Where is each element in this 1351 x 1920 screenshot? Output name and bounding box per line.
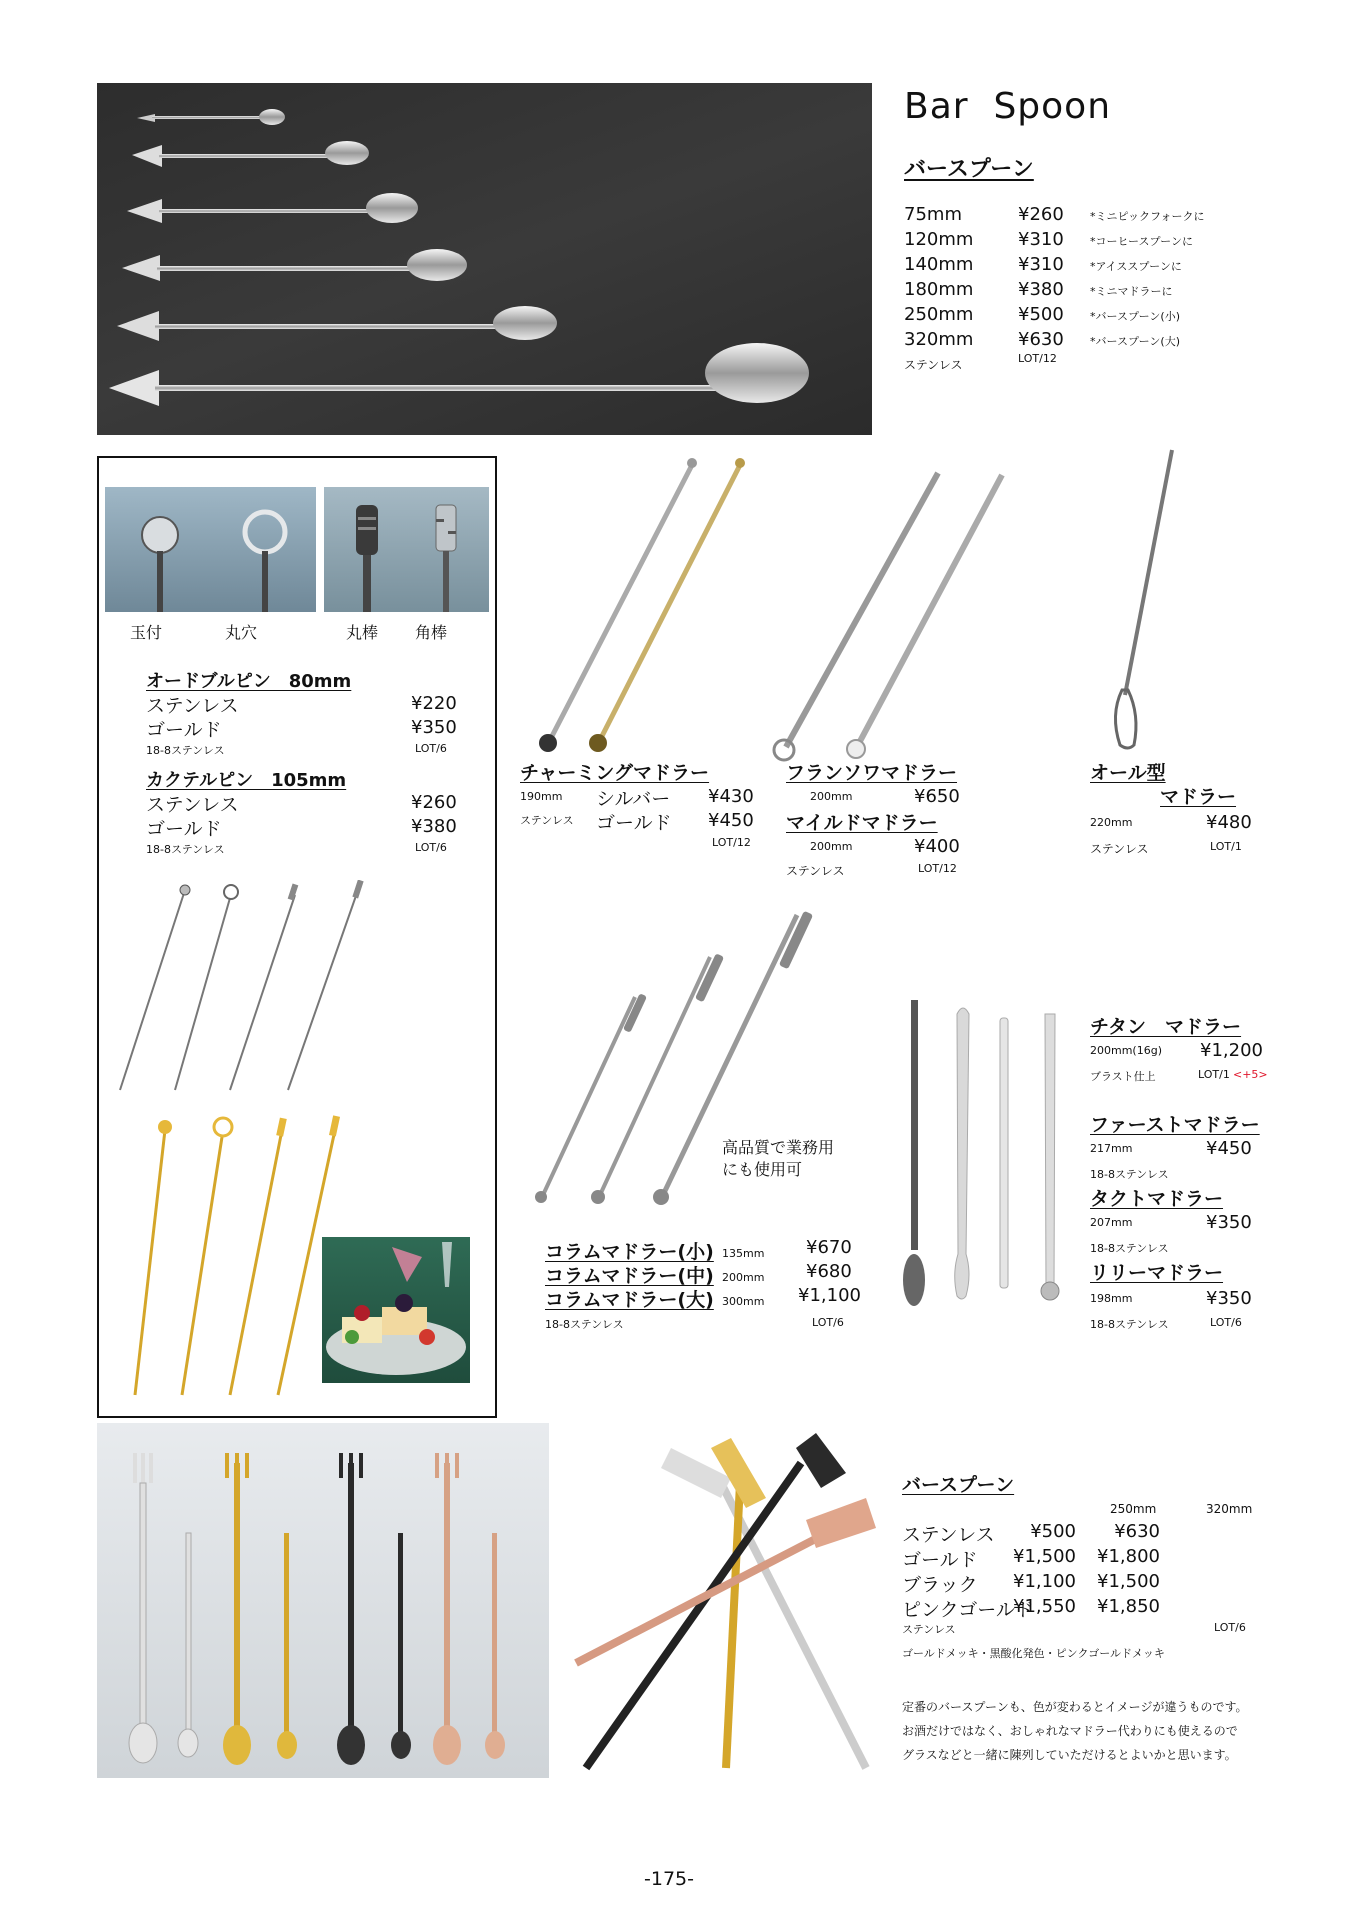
column-item-price: ¥670 [806,1237,852,1258]
column-item-name: コラムマドラー(小) [545,1241,714,1263]
table-row: ピンクゴールド ¥1,550 ¥1,850 [902,1596,1160,1621]
hors-pin-title: オードブルピン 80mm [146,671,352,692]
cocktail-pin-title: カクテルピン 105mm [146,770,347,791]
pin-label-ball: 玉付 [130,623,163,642]
charming-item-price: ¥450 [708,810,754,831]
first-size: 217mm [1090,1142,1133,1155]
bar-spoon-material: ステンレス [904,358,963,372]
mild-lot: LOT/12 [918,862,957,875]
list-item: 320mm ¥630 *バースプーン(大) [904,329,1180,350]
spoon-250mm [117,306,557,341]
table-row: ステンレス ¥500 ¥630 [902,1521,1160,1546]
hors-item-price: ¥350 [411,717,457,738]
color-spoons-standing-photo [97,1423,549,1778]
list-item: 180mm ¥380 *ミニマドラーに [904,279,1173,300]
titan-muddlers-photo [895,990,1075,1310]
charming-muddler-photo [530,455,760,755]
titan-lot: LOT/1 [1198,1068,1230,1081]
hors-lot: LOT/6 [415,742,447,755]
bar-spoon-price-list [904,204,1234,372]
charming-item-name: シルバー [596,788,671,810]
oar-lot: LOT/1 [1210,840,1242,853]
list-item: 250mm ¥500 *バースプーン(小) [904,304,1180,325]
bar-spoon-title-ja: バースプーン [904,157,1034,182]
pin-head-closeup-left [105,487,316,612]
spoon-140mm [127,193,418,223]
column-note-2: にも使用可 [722,1160,803,1179]
color-spoon-header-250: 250mm [1110,1502,1157,1516]
hors-item-name: ステンレス [146,695,239,717]
lily-title: リリーマドラー [1090,1262,1224,1284]
silver-pins-photo [110,880,380,1095]
oar-title-2: マドラー [1160,786,1237,808]
black-spoon-short [391,1533,411,1759]
first-material: 18-8ステンレス [1090,1168,1169,1181]
hors-material: 18-8ステンレス [146,744,225,757]
hors-doeuvre-photo [322,1237,470,1383]
oar-price: ¥480 [1206,812,1252,833]
charming-title: チャーミングマドラー [520,762,710,784]
tact-title: タクトマドラー [1090,1188,1224,1210]
mild-title: マイルドマドラー [786,812,938,834]
column-item-name: コラムマドラー(大) [545,1289,714,1311]
color-spoon-material: ステンレス [902,1623,956,1636]
pin-label-square-bar: 角棒 [415,623,448,642]
lily-price: ¥350 [1206,1288,1252,1309]
silver-spoon-tall [129,1453,157,1763]
color-spoon-desc-2: お酒だけではなく、おしゃれなマドラー代わりにも使えるので [902,1724,1238,1738]
color-spoon-table [902,1520,1262,1620]
column-item-price: ¥1,100 [798,1285,861,1306]
charming-lot: LOT/12 [712,836,751,849]
table-row: ゴールド ¥1,500 ¥1,800 [902,1546,1160,1571]
list-item: 120mm ¥310 *コーヒースプーンに [904,229,1193,250]
column-item-size: 135mm [722,1247,765,1260]
lily-lot: LOT/6 [1210,1316,1242,1329]
oar-muddler-photo [1080,445,1180,755]
column-note-1: 高品質で業務用 [722,1138,835,1157]
titan-finish: ブラスト仕上 [1090,1070,1156,1083]
table-row: ブラック ¥1,100 ¥1,500 [902,1571,1160,1596]
mild-material: ステンレス [786,864,845,878]
cocktail-lot: LOT/6 [415,841,447,854]
titan-size: 200mm(16g) [1090,1044,1162,1057]
pin-head-closeup-right [324,487,489,612]
cocktail-item-price: ¥260 [411,792,457,813]
column-item-price: ¥680 [806,1261,852,1282]
mild-price: ¥400 [914,836,960,857]
francois-mild-photo [770,465,1010,765]
pink-spoon-tall [433,1453,461,1765]
charming-size: 190mm [520,790,563,803]
color-spoon-desc-3: グラスなどと一緒に陳列していただけるとよいかと思います。 [902,1748,1237,1762]
titan-title: チタン マドラー [1090,1016,1242,1038]
list-item: 75mm ¥260 *ミニピックフォークに [904,204,1205,225]
pin-label-ring: 丸穴 [225,623,258,642]
oar-material: ステンレス [1090,842,1149,856]
first-title: ファーストマドラー [1090,1114,1260,1136]
column-material: 18-8ステンレス [545,1318,624,1331]
column-item-size: 200mm [722,1271,765,1284]
oar-title-1: オール型 [1090,762,1166,784]
bar-spoon-photo [97,83,872,435]
charming-material: ステンレス [520,814,574,827]
color-spoon-lot: LOT/6 [1214,1621,1246,1634]
francois-title: フランソワマドラー [786,762,958,784]
hors-item-name: ゴールド [146,719,222,741]
titan-lot-extra: <+5> [1233,1068,1268,1081]
spoon-320mm [109,343,809,406]
spoon-180mm [122,249,467,281]
color-spoon-desc-1: 定番のバースプーンも、色が変わるとイメージが違うものです。 [902,1700,1248,1714]
charming-item-price: ¥430 [708,786,754,807]
cocktail-material: 18-8ステンレス [146,843,225,856]
spoon-120mm [132,141,369,167]
lily-size: 198mm [1090,1292,1133,1305]
column-item-name: コラムマドラー(中) [545,1265,714,1287]
color-spoons-crossed-photo [566,1423,878,1778]
gold-spoon-short [277,1533,297,1759]
francois-size: 200mm [810,790,853,803]
hors-item-price: ¥220 [411,693,457,714]
oar-size: 220mm [1090,816,1133,829]
cocktail-item-name: ステンレス [146,794,239,816]
charming-item-name: ゴールド [596,812,672,834]
pink-spoon-short [485,1533,505,1759]
color-spoon-title: バースプーン [902,1474,1015,1496]
pin-label-round-bar: 丸棒 [346,623,379,642]
gold-spoon-tall [223,1453,251,1765]
black-spoon-tall [337,1453,365,1765]
tact-size: 207mm [1090,1216,1133,1229]
silver-spoon-short [178,1533,198,1757]
titan-price: ¥1,200 [1200,1040,1263,1061]
bar-spoon-lot: LOT/12 [1018,352,1057,365]
tact-price: ¥350 [1206,1212,1252,1233]
first-price: ¥450 [1206,1138,1252,1159]
column-lot: LOT/6 [812,1316,844,1329]
page-number: -175- [644,1868,694,1890]
tact-material: 18-8ステンレス [1090,1242,1169,1255]
cocktail-item-name: ゴールド [146,818,222,840]
lily-material: 18-8ステンレス [1090,1318,1169,1331]
color-spoon-header-320: 320mm [1206,1502,1253,1516]
cocktail-item-price: ¥380 [411,816,457,837]
column-item-size: 300mm [722,1295,765,1308]
list-item: 140mm ¥310 *アイススプーンに [904,254,1182,275]
francois-price: ¥650 [914,786,960,807]
mild-size: 200mm [810,840,853,853]
color-spoon-plating: ゴールドメッキ・黒酸化発色・ピンクゴールドメッキ [902,1647,1165,1660]
bar-spoon-title-en: Bar Spoon [904,86,1112,127]
spoon-75mm [137,109,285,125]
